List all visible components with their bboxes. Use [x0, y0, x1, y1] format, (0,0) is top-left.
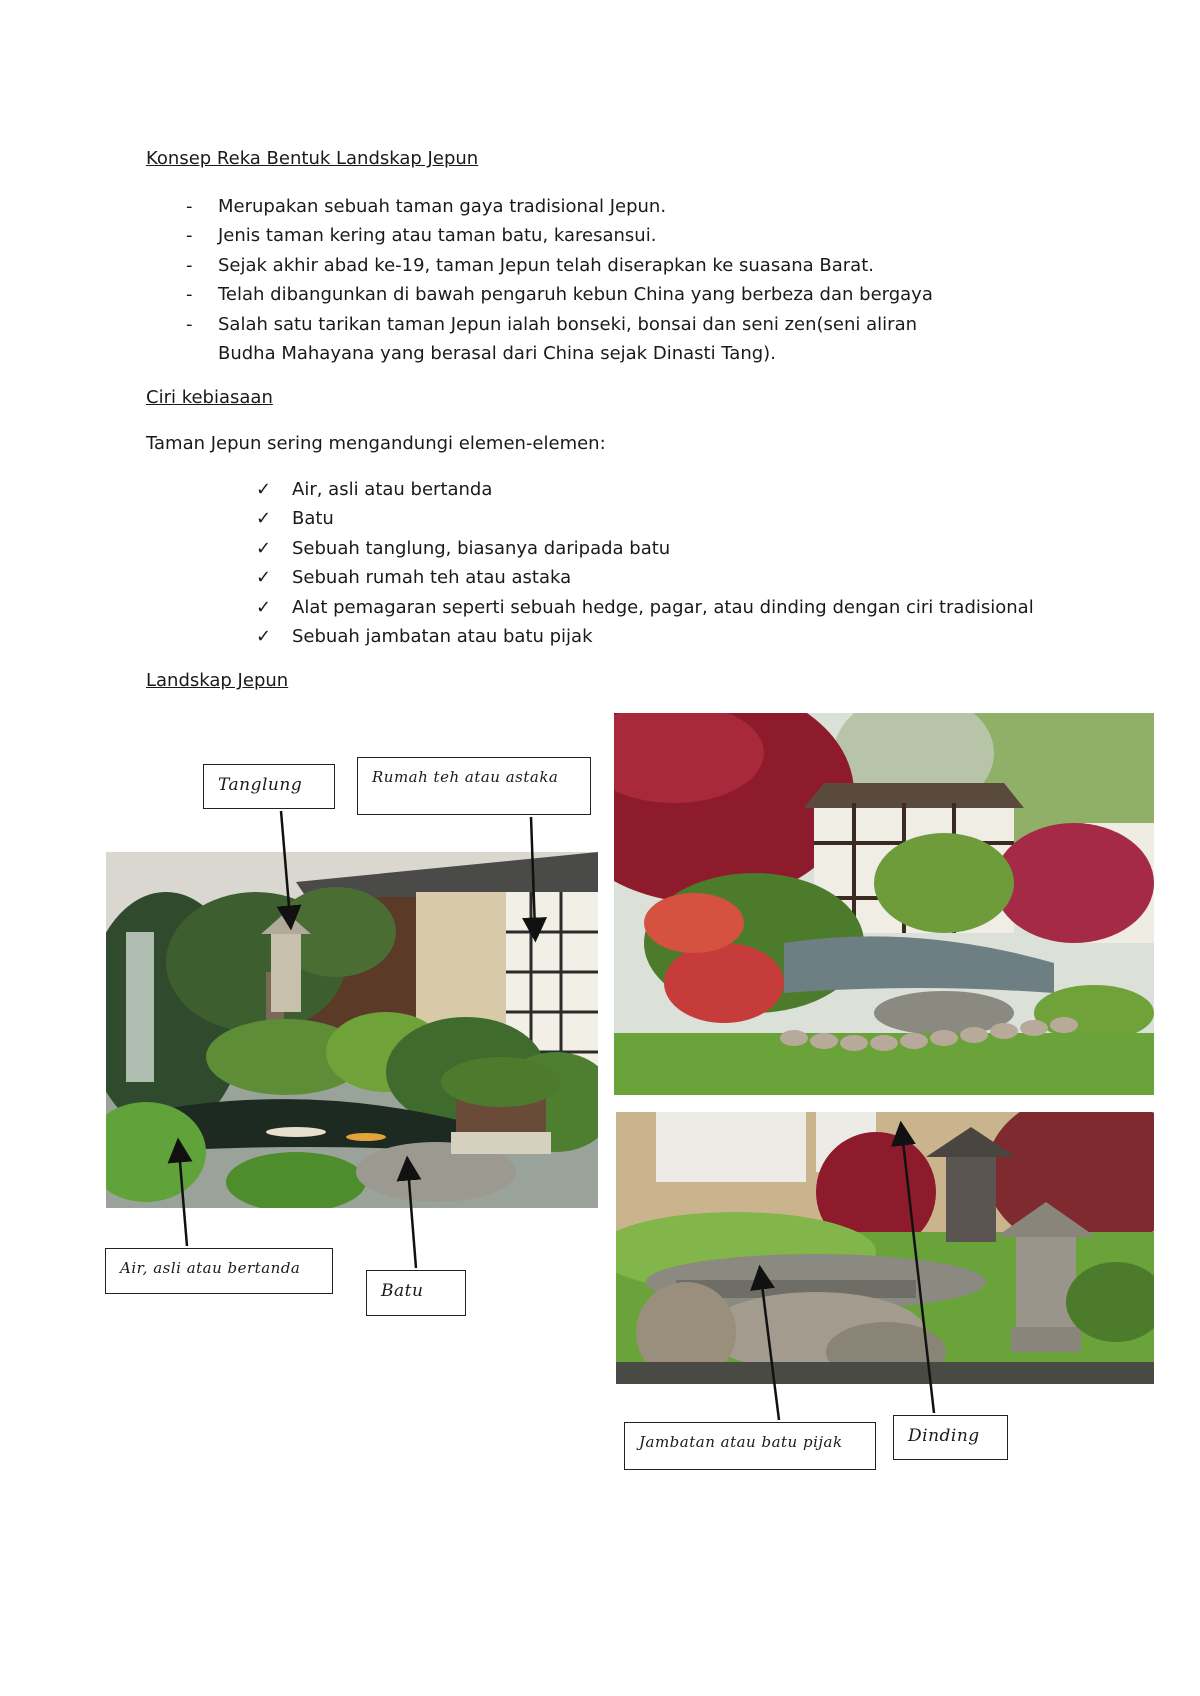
- check-icon: ✓: [256, 596, 272, 618]
- section-title-konsep: Konsep Reka Bentuk Landskap Jepun: [146, 148, 479, 169]
- list-item: - Jenis taman kering atau taman batu, karesansui.: [146, 221, 1046, 250]
- label-rumah-teh: Rumah teh atau astaka: [357, 757, 591, 815]
- bridge-lantern-garden-photo: [616, 1112, 1154, 1384]
- list-item: - Salah satu tarikan taman Jepun ialah bonseki, bonsai dan seni zen(seni aliran Budha Mahayana yang berasal dari China sejak Dinasti Tang).: [146, 310, 978, 369]
- ciri-intro-text: Taman Jepun sering mengandungi elemen-elemen:: [146, 433, 606, 454]
- list-item: ✓ Air, asli atau bertanda: [256, 475, 1056, 504]
- list-item: ✓ Sebuah jambatan atau batu pijak: [256, 622, 1056, 651]
- label-air: Air, asli atau bertanda: [105, 1248, 333, 1294]
- label-tanglung: Tanglung: [203, 764, 335, 809]
- label-dinding: Dinding: [893, 1415, 1008, 1460]
- section-title-landskap: Landskap Jepun: [146, 670, 289, 691]
- section-title-ciri: Ciri kebiasaan: [146, 387, 273, 408]
- label-jambatan: Jambatan atau batu pijak: [624, 1422, 876, 1470]
- list-item: - Merupakan sebuah taman gaya tradisional Jepun.: [146, 192, 1046, 221]
- list-item: ✓ Sebuah tanglung, biasanya daripada batu: [256, 534, 1056, 563]
- check-icon: ✓: [256, 508, 272, 530]
- check-icon: ✓: [256, 537, 272, 559]
- list-item: - Telah dibangunkan di bawah pengaruh kebun China yang berbeza dan bergaya: [146, 280, 1046, 309]
- list-item: ✓ Batu: [256, 504, 1056, 533]
- ciri-checklist: [256, 475, 1056, 651]
- list-item: ✓ Alat pemagaran seperti sebuah hedge, pagar, atau dinding dengan ciri tradisional: [256, 593, 1056, 622]
- check-icon: ✓: [256, 479, 272, 500]
- list-item: - Sejak akhir abad ke-19, taman Jepun telah diserapkan ke suasana Barat.: [146, 251, 1046, 280]
- konsep-bullet-list: [146, 192, 1046, 368]
- label-batu: Batu: [366, 1270, 466, 1316]
- check-icon: ✓: [256, 567, 272, 589]
- pond-garden-photo: [106, 852, 598, 1208]
- tea-house-garden-photo: [614, 713, 1154, 1095]
- check-icon: ✓: [256, 626, 272, 648]
- list-item: ✓ Sebuah rumah teh atau astaka: [256, 563, 1056, 592]
